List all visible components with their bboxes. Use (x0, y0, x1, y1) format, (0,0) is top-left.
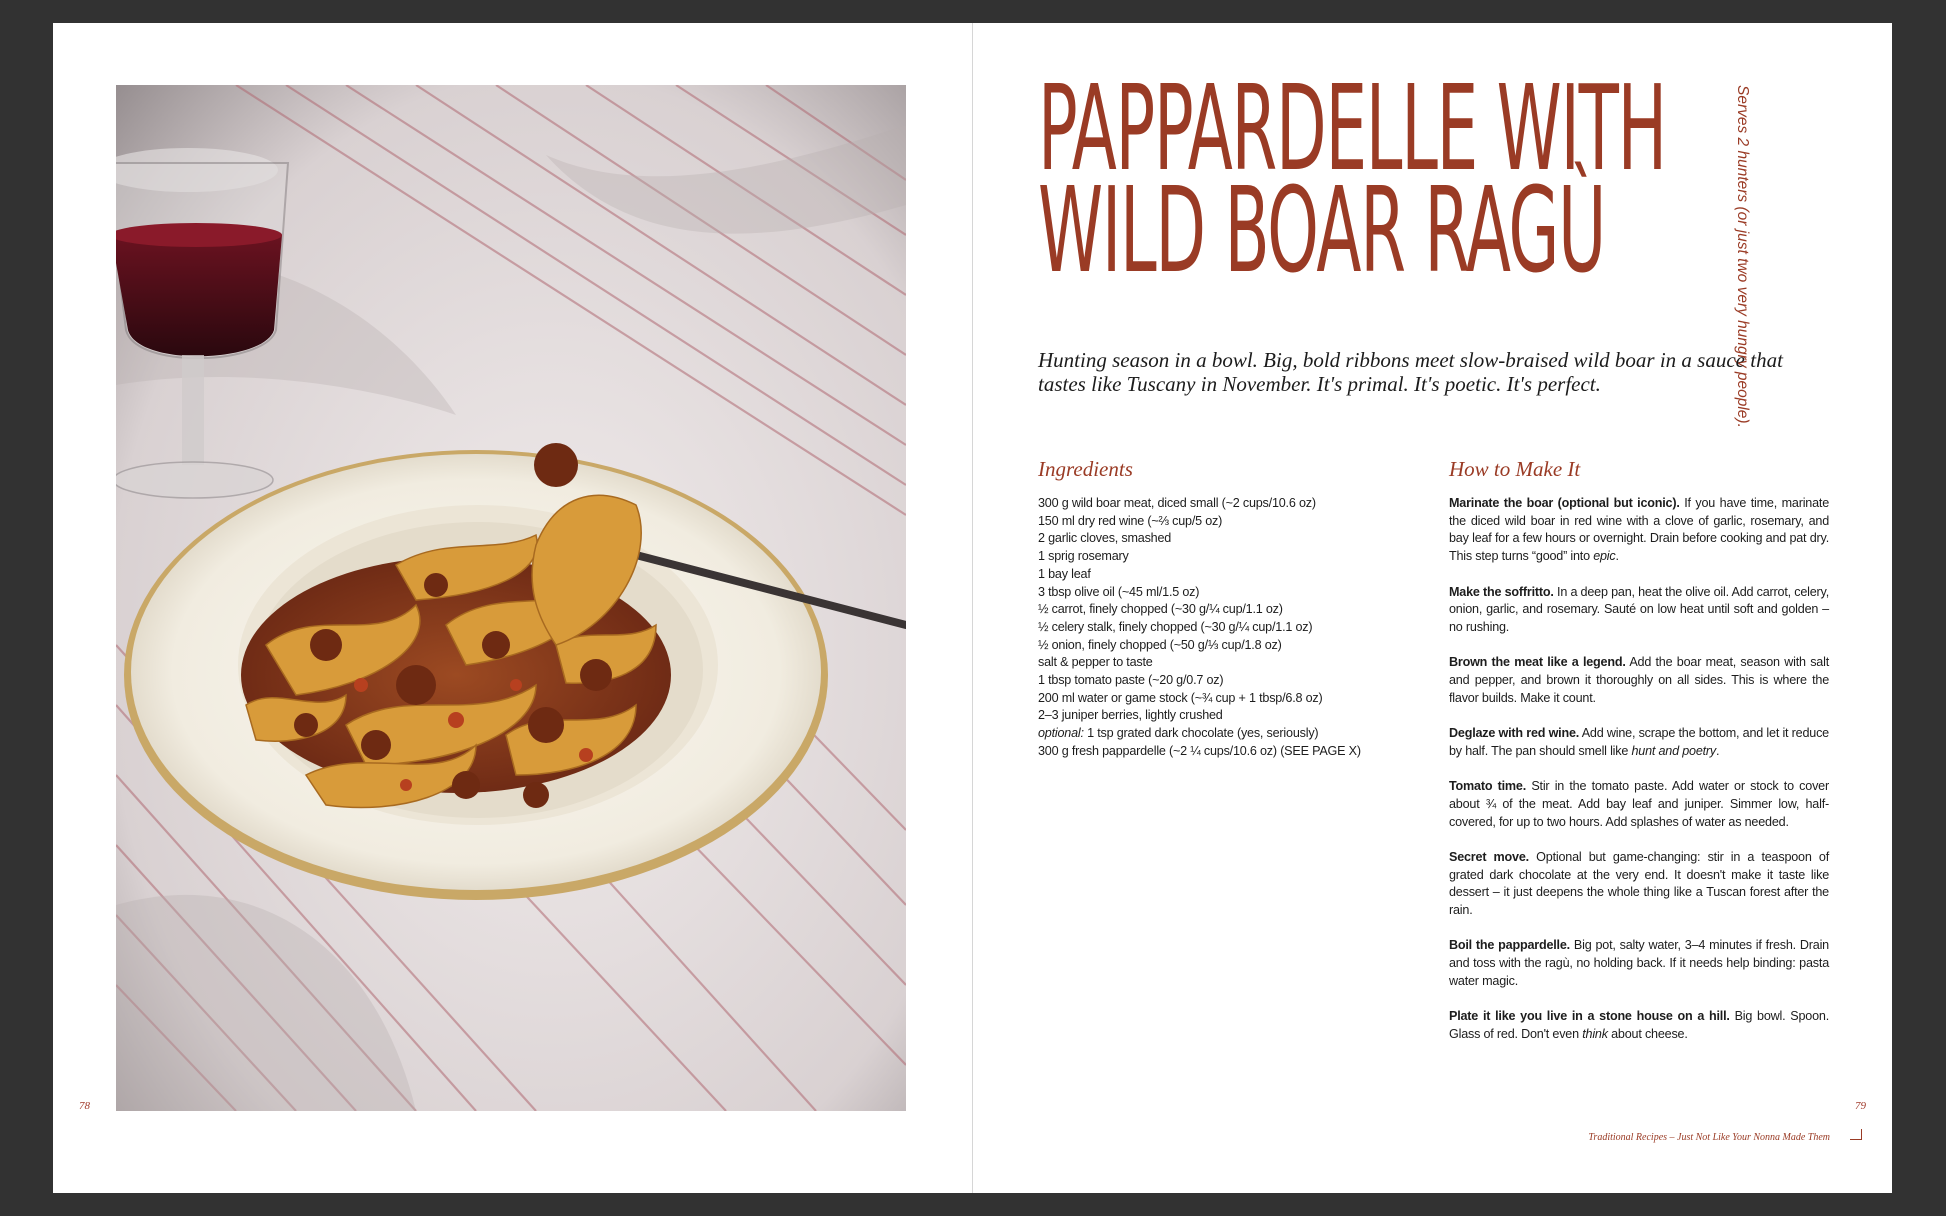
step-lead: Boil the pappardelle. (1449, 938, 1570, 953)
ingredient-item: 3 tbsp olive oil (~45 ml/1.5 oz) (1038, 584, 1200, 599)
book-spread (53, 23, 1892, 1193)
ingredient-item: 300 g fresh pappardelle (~2 ¼ cups/10.6 oz) (SEE PAGE X) (1038, 743, 1361, 758)
step-tail: about cheese. (1607, 1026, 1688, 1041)
recipe-photo (116, 85, 906, 1111)
ingredient-item-optional (1038, 725, 1398, 743)
method-steps (1449, 495, 1829, 1061)
step-emphasis: think (1582, 1026, 1608, 1041)
step-text: If you have time, marinate the diced wild boar in red wine with a clove of garlic, rosemary, and bay leaf for a few hours or overnight. Drain before cooking and pat dry. This step turns “good” into (1449, 496, 1830, 564)
ingredient-item: 150 ml dry red wine (~⅔ cup/5 oz) (1038, 513, 1223, 528)
ingredients-list (1038, 495, 1398, 761)
step-emphasis: hunt and poetry (1631, 743, 1717, 758)
step-lead: Plate it like you live in a stone house on a hill. (1449, 1009, 1730, 1024)
step-lead: Make the soffritto. (1449, 584, 1554, 599)
recipe-title-line-1: PAPPARDELLE WITH (1038, 59, 1666, 197)
optional-label: optional: (1038, 726, 1084, 741)
ingredient-item: 2–3 juniper berries, lightly crushed (1038, 708, 1223, 723)
step-text: Stir in the tomato paste. Add water or stock to cover about ¾ of the meat. Add bay leaf and juniper. Simmer low, half-covered, for up to two hours. Add splashes of water as needed. (1449, 779, 1829, 829)
step-text: Optional but game-changing: stir in a teaspoon of grated dark chocolate at the very end. It doesn't make it taste like dessert – it just deepens the whole thing like a Tuscan forest after the rain. (1449, 849, 1829, 918)
ingredient-item: 1 sprig rosemary (1038, 549, 1129, 564)
optional-text: 1 tsp grated dark chocolate (yes, seriously) (1083, 726, 1319, 741)
method-step (1449, 937, 1829, 990)
ingredient-item: salt & pepper to taste (1038, 655, 1153, 670)
left-page (53, 23, 972, 1193)
step-text: Big pot, salty water, 3–4 minutes if fresh. Drain and toss with the ragù, no holding back. If it needs help binding: pasta water magic. (1449, 938, 1829, 988)
recipe-title (1038, 59, 1666, 299)
page-number-right: 79 (1855, 1100, 1866, 1112)
step-text: In a deep pan, heat the olive oil. Add carrot, celery, onion, garlic, and rosemary. Sauté on low heat until soft and golden – no rushing. (1449, 584, 1830, 634)
method-step (1449, 778, 1829, 831)
method-step (1449, 495, 1829, 566)
step-text: Add the boar meat, season with salt and pepper, and brown it thoroughly on all sides. This is where the flavor builds. Make it count. (1449, 655, 1829, 705)
recipe-intro: Hunting season in a bowl. Big, bold ribbons meet slow-braised wild boar in a sauce that tastes like Tuscany in November. It's primal. It's poetic. It's perfect. (1038, 348, 1783, 396)
method-step (1449, 584, 1829, 637)
ingredient-item: 2 garlic cloves, smashed (1038, 531, 1172, 546)
ingredient-item: 200 ml water or game stock (~¾ cup + 1 tbsp/6.8 oz) (1038, 690, 1323, 705)
right-page (973, 23, 1892, 1193)
step-lead: Marinate the boar (optional but iconic). (1449, 496, 1680, 510)
method-step (1449, 849, 1829, 920)
ingredient-item: ½ onion, finely chopped (~50 g/⅓ cup/1.8 oz) (1038, 637, 1282, 652)
ingredient-item: ½ carrot, finely chopped (~30 g/¼ cup/1.1 oz) (1038, 602, 1283, 617)
method-step (1449, 654, 1829, 707)
serves-note: Serves 2 hunters (or just two very hungry people). (1734, 85, 1751, 428)
ingredient-item: ½ celery stalk, finely chopped (~30 g/¼ cup/1.1 oz) (1038, 619, 1313, 634)
step-lead: Deglaze with red wine. (1449, 726, 1580, 741)
step-tail: . (1615, 549, 1619, 564)
ingredient-item: 300 g wild boar meat, diced small (~2 cups/10.6 oz) (1038, 496, 1316, 510)
step-lead: Tomato time. (1449, 779, 1527, 794)
ingredients-heading: Ingredients (1038, 457, 1133, 481)
step-emphasis: epic (1593, 549, 1616, 564)
method-step (1449, 1008, 1829, 1043)
recipe-title-line-2: WILD BOAR RAGÙ (1038, 161, 1606, 299)
step-lead: Brown the meat like a legend. (1449, 655, 1626, 670)
page-number-left: 78 (79, 1100, 90, 1112)
ingredient-item: 1 bay leaf (1038, 566, 1091, 581)
method-heading: How to Make It (1449, 457, 1581, 481)
step-tail: . (1716, 743, 1720, 758)
step-text: Big bowl. Spoon. Glass of red. Don't even (1449, 1009, 1829, 1041)
ingredient-item: 1 tbsp tomato paste (~20 g/0.7 oz) (1038, 673, 1224, 688)
step-text: Add wine, scrape the bottom, and let it reduce by half. The pan should smell like (1449, 726, 1829, 758)
running-footer: Traditional Recipes – Just Not Like Your Nonna Made Them (1588, 1132, 1830, 1143)
corner-crop-mark (1850, 1129, 1862, 1140)
step-lead: Secret move. (1449, 849, 1529, 864)
method-step (1449, 725, 1829, 760)
